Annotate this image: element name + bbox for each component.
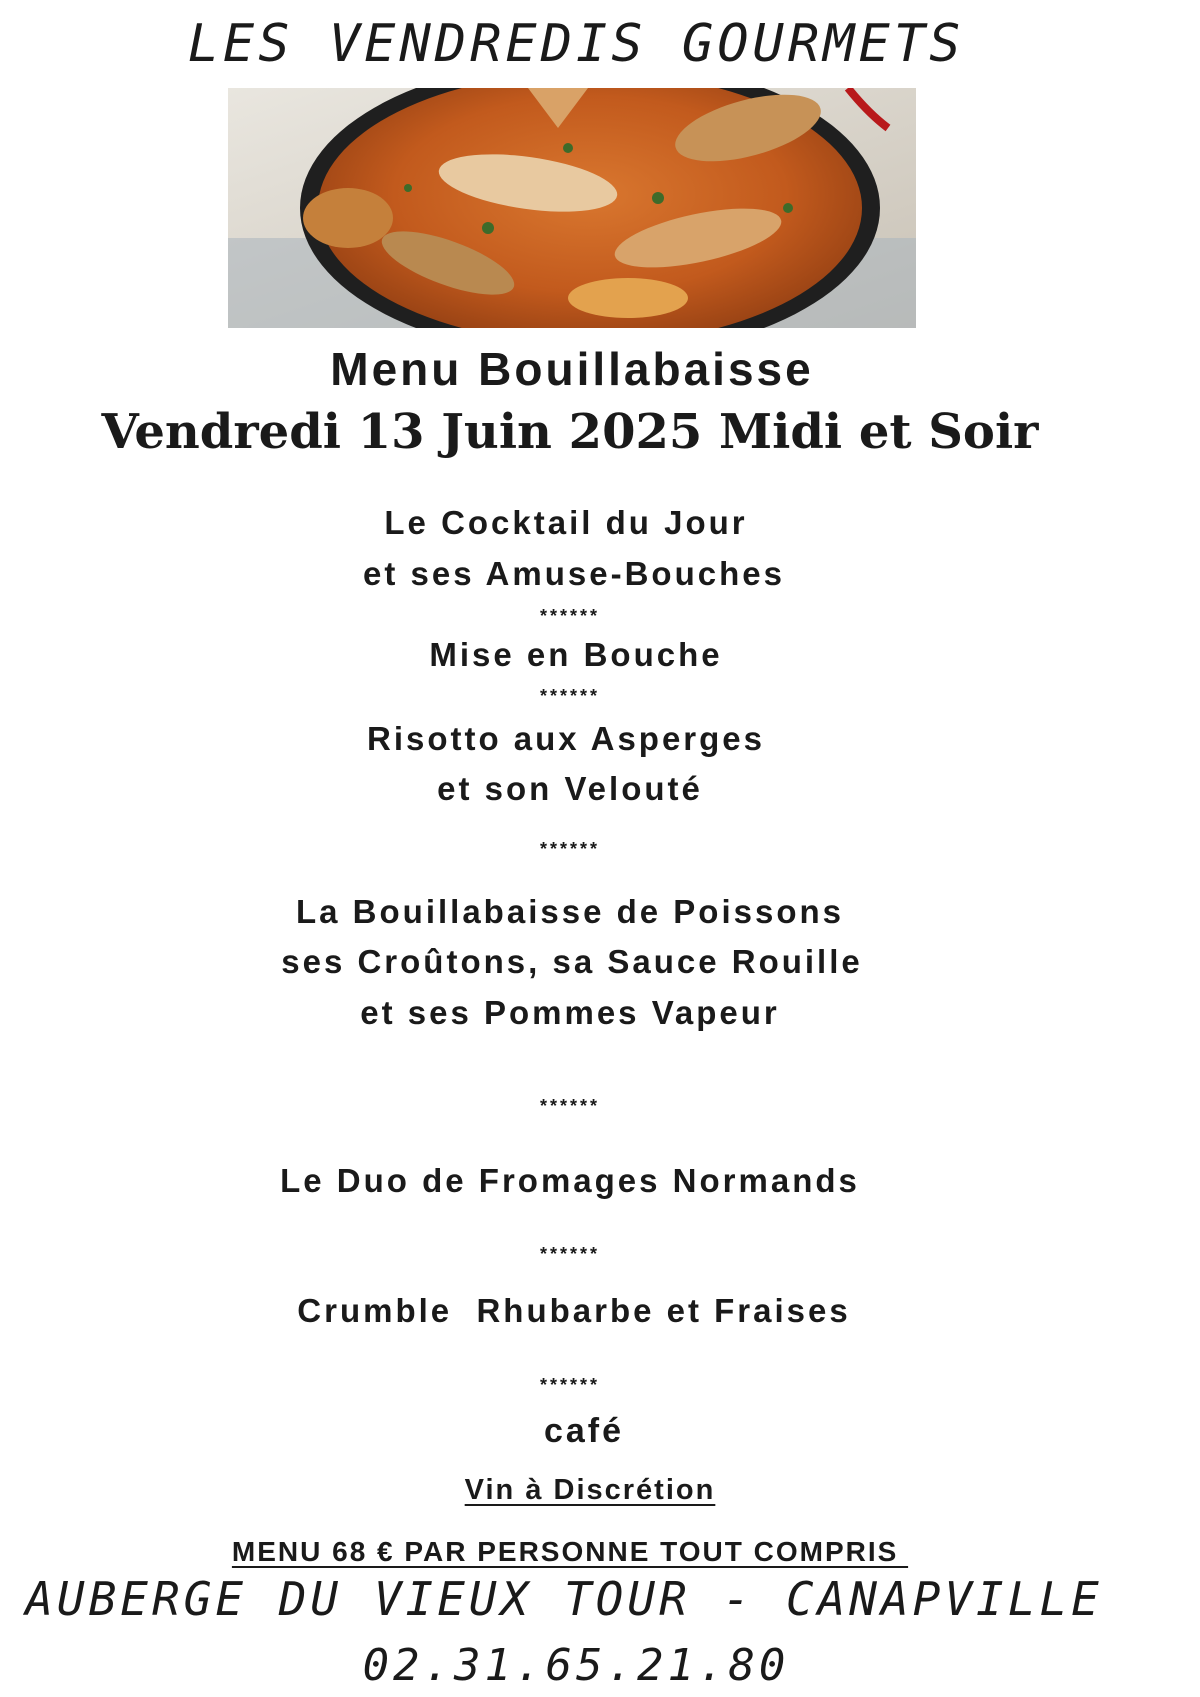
course-separator: ****** [539,1096,601,1116]
course-line: Mise en Bouche [429,636,723,673]
course-line: café [543,1412,625,1450]
course-line: ses Croûtons, sa Sauce Rouille [281,943,863,980]
phone-number: 02.31.65.21.80 [362,1640,790,1691]
course-line: La Bouillabaisse de Poissons [296,893,844,930]
menu-date: Vendredi 13 Juin 2025 Midi et Soir [101,404,1039,460]
course-line: Crumble Rhubarbe et Fraises [297,1292,851,1329]
bouillabaisse-photo [228,88,916,328]
course-separator: ****** [539,686,601,706]
course-line: et son Velouté [437,770,703,807]
course-line: Le Cocktail du Jour [384,504,748,541]
bouillabaisse-icon [228,88,916,328]
course-line: et ses Amuse-Bouches [363,555,785,592]
wine-note: Vin à Discrétion [464,1474,716,1506]
course-line: Le Duo de Fromages Normands [280,1162,860,1199]
course-line: et ses Pommes Vapeur [360,994,780,1031]
course-separator: ****** [539,606,601,626]
price-note: MENU 68 € PAR PERSONNE TOUT COMPRIS [231,1536,909,1567]
course-separator: ****** [539,839,601,859]
page-title: LES VENDREDIS GOURMETS [187,14,965,74]
course-separator: ****** [539,1375,601,1395]
course-separator: ****** [539,1244,601,1264]
menu-title: Menu Bouillabaisse [330,343,814,395]
course-line: Risotto aux Asperges [366,720,766,757]
venue-name: AUBERGE DU VIEUX TOUR - CANAPVILLE [25,1572,1103,1626]
